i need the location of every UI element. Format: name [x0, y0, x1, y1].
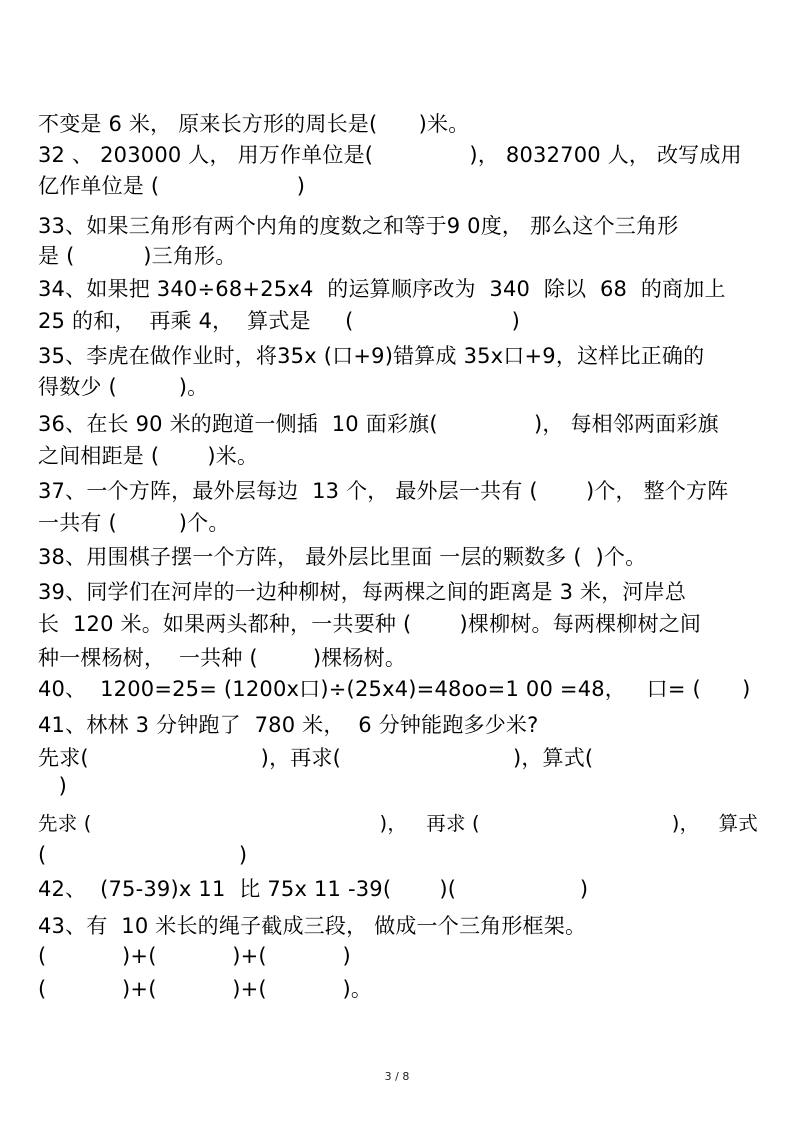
- text-line: ): [38, 774, 68, 798]
- text-line: 37、一个方阵，最外层每边 13 个， 最外层一共有 ( )个， 整个方阵: [38, 479, 729, 503]
- text-line: ( ): [38, 843, 248, 867]
- text-line: 25 的和， 再乘 4， 算式是 ( ): [38, 309, 521, 333]
- text-line: 先求 ( )， 再求 ( )， 算式: [38, 812, 758, 835]
- text-line: 41、林林 3 分钟跑了 780 米， 6 分钟能跑多少米?: [38, 713, 539, 737]
- page-number: 3 / 8: [384, 1070, 410, 1083]
- text-line: 先求( )，再求( )，算式(: [38, 746, 594, 770]
- text-line: 43、有 10 米长的绳子截成三段， 做成一个三角形框架。: [38, 914, 587, 938]
- text-line: 之间相距是 ( )米。: [38, 444, 259, 468]
- text-line: 35、李虎在做作业时，将35x (口+9)错算成 35x口+9，这样比正确的: [38, 344, 705, 368]
- text-line: 34、如果把 340÷68+25x4 的运算顺序改为 340 除以 68 的商加上: [38, 277, 726, 301]
- text-line: 不变是 6 米， 原来长方形的周长是( )米。: [38, 112, 470, 136]
- text-line: 33、如果三角形有两个内角的度数之和等于9 0度， 那么这个三角形: [38, 214, 679, 238]
- text-line: 亿作单位是 ( ): [38, 174, 306, 198]
- text-line: 40、 1200=25= (1200x口)÷(25x4)=48oo=1 00 =48， 口= ( ): [38, 677, 751, 701]
- text-line: 得数少 ( )。: [38, 375, 209, 399]
- text-line: ( )+( )+( )。: [38, 977, 373, 1001]
- text-line: 39、同学们在河岸的一边种柳树，每两棵之间的距离是 3 米，河岸总: [38, 580, 687, 604]
- text-line: 是 ( )三角形。: [38, 244, 237, 268]
- text-line: 长 120 米。如果两头都种，一共要种 ( )棵柳树。每两棵柳树之间: [38, 612, 702, 636]
- text-line: 种一棵杨树， 一共种 ( )棵杨树。: [38, 646, 407, 670]
- text-line: 一共有 ( )个。: [38, 511, 230, 535]
- text-line: ( )+( )+( ): [38, 944, 351, 968]
- text-line: 42、 (75-39)x 11 比 75x 11 -39( )( ): [38, 877, 589, 901]
- text-line: 38、用围棋子摆一个方阵， 最外层比里面 一层的颗数多 ( )个。: [38, 545, 647, 569]
- text-line: 32 、 203000 人， 用万作单位是( )， 8032700 人， 改写成用: [38, 143, 742, 167]
- text-line: 36、在长 90 米的跑道一侧插 10 面彩旗( )， 每相邻两面彩旗: [38, 412, 719, 436]
